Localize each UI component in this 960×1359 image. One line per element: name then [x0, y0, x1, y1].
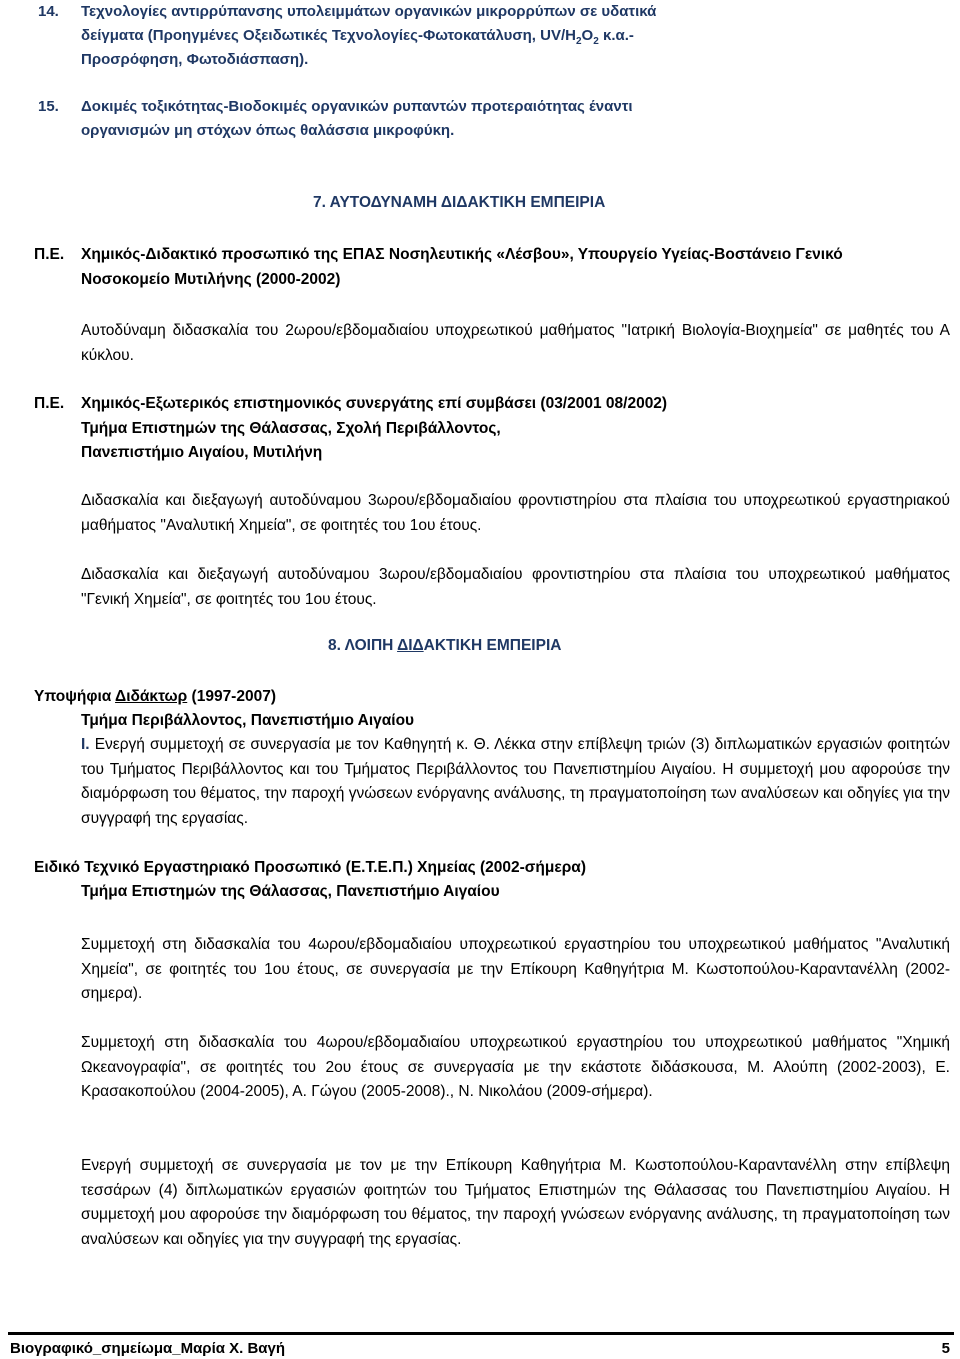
list-item-line: Δοκιμές τοξικότητας-Βιοδοκιμές οργανικών ρυπαντών προτεραιότητας έναντι	[81, 98, 633, 115]
list-item-number: 14.	[38, 3, 59, 20]
role-description: Διδασκαλία και διεξαγωγή αυτοδύναμου 3ωρου/εβδομαδιαίου φροντιστηρίου στα πλαίσια του υποχρεωτικού μαθήματος "Γενική Χημεία", σε φοιτητές του 1ου έτους.	[81, 566, 950, 608]
list-item-line: δείγματα (Προηγμένες Οξειδωτικές Τεχνολογίες-Φωτοκατάλυση, $UV/H_2O_2$ κ.α.-	[81, 27, 634, 47]
phd-description: Ι. Ενεργή συμμετοχή σε συνεργασία με τον Καθηγητή κ. Θ. Λέκκα στην επίβλεψη τριών (3) διπλωματικών εργασιών φοιτητών του Τμήματος Περιβάλλοντος και του Τμήματος Περιβάλλοντος του Πανεπιστημίου Αιγαίου. Η συμμετοχή μου αφορούσε την διαμόρφωση του θέματος, την παροχή γνώσεων ενόργανης ανάλυσης, τη πραγματοποίηση των αναλύσεων και οδηγίες για την συγγραφή της εργασίας.	[81, 736, 951, 827]
list-item-number: 15.	[38, 98, 59, 115]
phd-department: Τμήμα Περιβάλλοντος, Πανεπιστήμιο Αιγαίου	[81, 712, 415, 729]
etep-department: Τμήμα Επιστημών της Θάλασσας, Πανεπιστήμιο Αιγαίου	[81, 883, 500, 900]
section-8-title: 8. ΛΟΙΠΗ ΔΙΔΑΚΤΙΚΗ ΕΜΠΕΙΡΙΑ	[328, 637, 562, 654]
list-item-line: οργανισμών μη στόχων όπως θαλάσσια μικροφύκη.	[81, 122, 455, 139]
etep-description: Ενεργή συμμετοχή σε συνεργασία με τον με την Επίκουρη Καθηγήτρια Μ. Κωστοπούλου-Καραντανέλλη στην επίβλεψη τεσσάρων (4) διπλωματικών εργασιών φοιτητών του Τμήματος Επιστημών της Θάλασσας του Πανεπιστημίου Αιγαίου. Η συμμετοχή μου αφορούσε την διαμόρφωση του θέματος, την παροχή γνώσεων ενόργανης ανάλυσης, τη πραγματοποίηση των αναλύσεων και οδηγίες για την συγγραφή της εργασίας.	[81, 1157, 950, 1248]
etep-description: Συμμετοχή στη διδασκαλία του 4ωρου/εβδομαδιαίου υποχρεωτικού εργαστηρίου του υποχρεωτικού μαθήματος "Χημική Ωκεανογραφία", σε φοιτητές του 2ου έτους σε συνεργασία με την εκάστοτε διδάσκουσα, Μ. Αλούπη (2002-2003), Ε. Κρασακοπούλου (2004-2005), Α. Γώγου (2005-2008)., Ν. Νικολάου (2009-σήμερα).	[81, 1034, 950, 1100]
footer-title: Βιογραφικό_σημείωμα_Μαρία Χ. Βαγή	[10, 1340, 286, 1357]
role-label: Π.Ε.	[34, 395, 65, 412]
role-label: Π.Ε.	[34, 246, 65, 263]
list-item-line: Προσρόφηση, Φωτοδιάσπαση).	[81, 51, 309, 68]
etep-description: Συμμετοχή στη διδασκαλία του 4ωρου/εβδομαδιαίου υποχρεωτικού εργαστηρίου του υποχρεωτικού μαθήματος "Αναλυτική Χημεία", σε φοιτητές του 1ου έτους, σε συνεργασία με την Επίκουρη Καθηγήτρια Μ. Κωστοπούλου-Καραντανέλλη (2002-σημερα).	[81, 936, 950, 1002]
role-description: Αυτοδύναμη διδασκαλία του 2ωρου/εβδομαδιαίου υποχρεωτικού μαθήματος "Ιατρική Βιολογία-Βιοχημεία" σε μαθητές του Α κύκλου.	[81, 322, 950, 364]
phd-heading: Υποψήφια Διδάκτωρ (1997-2007)	[34, 688, 276, 705]
list-item-line: Τεχνολογίες αντιρρύπανσης υπολειμμάτων οργανικών μικρορρύπων σε υδατικά	[81, 3, 657, 20]
role-heading: Χημικός-Εξωτερικός επιστημονικός συνεργάτης επί συμβάσει (03/2001 08/2002) Τμήμα Επιστημών της Θάλασσας, Σχολή Περιβάλλοντος, Πανεπιστήμιο Αιγαίου, Μυτιλήνη	[81, 395, 668, 461]
role-description: Διδασκαλία και διεξαγωγή αυτοδύναμου 3ωρου/εβδομαδιαίου φροντιστηρίου στα πλαίσια του υποχρεωτικού εργαστηριακού μαθήματος "Αναλυτική Χημεία", σε φοιτητές του 1ου έτους.	[81, 492, 950, 534]
page-number: 5	[941, 1340, 950, 1357]
etep-heading: Ειδικό Τεχνικό Εργαστηριακό Προσωπικό (Ε.Τ.Ε.Π.) Χημείας (2002-σήμερα)	[34, 859, 586, 876]
footer-divider	[8, 1332, 954, 1335]
section-7-title: 7. ΑΥΤΟΔΥΝΑΜΗ ΔΙΔΑΚΤΙΚΗ ΕΜΠΕΙΡΙΑ	[313, 194, 606, 211]
role-heading: Χημικός-Διδακτικό προσωπικό της ΕΠΑΣ Νοσηλευτικής «Λέσβου», Υπουργείο Υγείας-Βοστάνειο Γενικό Νοσοκομείο Μυτιλήνης (2000-2002)	[81, 246, 843, 288]
